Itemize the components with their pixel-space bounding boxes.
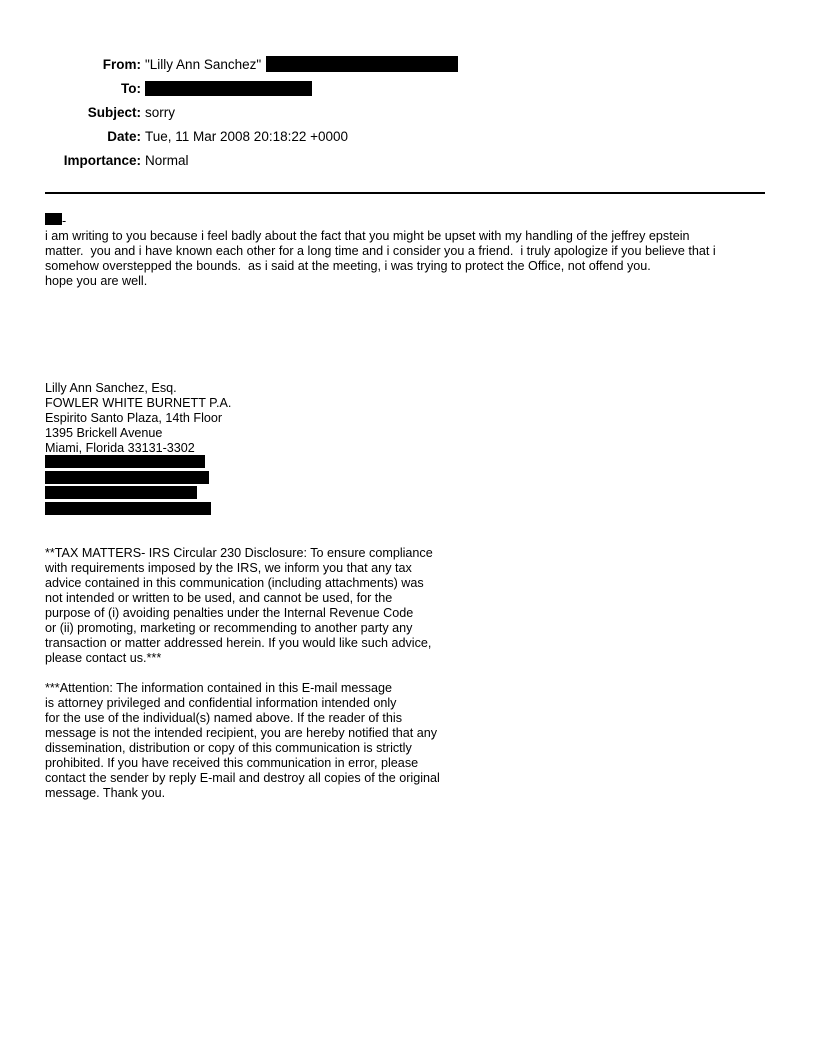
disclaimer-line: contact the sender by reply E-mail and destroy all copies of the original [45,771,440,785]
disclaimer-line: message is not the intended recipient, you are hereby notified that any [45,726,438,740]
salutation-suffix: - [62,214,67,228]
signature-address-line: 1395 Brickell Avenue [45,426,163,440]
disclaimer-line: for the use of the individual(s) named above. If the reader of this [45,711,403,725]
tax-disclaimer [45,546,485,666]
contact-redaction-bar [45,502,211,515]
importance-label: Importance: [63,152,141,168]
email-body [45,213,760,289]
importance-value: Normal [145,152,189,168]
disclaimer-line: message. Thank you. [45,786,166,800]
from-redaction-bar [266,56,458,72]
disclaimer-line: is attorney privileged and confidential information intended only [45,696,397,710]
body-line: somehow overstepped the bounds. as i said at the meeting, i was trying to protect the Office, not offend you. [45,259,651,273]
subject-value: sorry [145,104,175,120]
header-row-from [0,52,780,76]
disclaimer-line: dissemination, distribution or copy of this communication is strictly [45,741,412,755]
disclaimer-line: not intended or written to be used, and cannot be used, for the [45,591,393,605]
from-label: From: [102,56,141,72]
body-line: matter. you and i have known each other for a long time and i consider you a friend. i truly apologize if you believe that i [45,244,716,258]
disclaimer-line: with requirements imposed by the IRS, we inform you that any tax [45,561,412,575]
confidentiality-disclaimer [45,681,485,801]
disclaimer-line: prohibited. If you have received this communication in error, please [45,756,419,770]
contact-redaction-bar [45,471,209,484]
date-label: Date: [107,128,141,144]
body-line: i am writing to you because i feel badly about the fact that you might be upset with my handling of the jeffrey epstein [45,229,690,243]
disclaimer-line: **TAX MATTERS- IRS Circular 230 Disclosure: To ensure compliance [45,546,433,560]
to-label: To: [121,80,141,96]
salutation-redaction-bar [45,213,62,225]
disclaimer-line: purpose of (i) avoiding penalties under the Internal Revenue Code [45,606,414,620]
email-header-block [0,52,780,172]
date-value: Tue, 11 Mar 2008 20:18:22 +0000 [145,128,349,144]
header-row-importance [0,148,780,172]
disclaimer-line: or (ii) promoting, marketing or recommending to another party any [45,621,413,635]
body-line: hope you are well. [45,274,148,288]
contact-redaction-bar [45,486,197,499]
signature-name: Lilly Ann Sanchez, Esq. [45,381,177,395]
header-row-date [0,124,780,148]
signature-redactions [45,455,211,517]
signature-address-line: Espirito Santo Plaza, 14th Floor [45,411,223,425]
to-redaction-bar [145,81,312,96]
header-row-to [0,76,780,100]
disclaimer-line: transaction or matter addressed herein. If you would like such advice, [45,636,432,650]
disclaimer-line: please contact us.*** [45,651,162,665]
header-divider-rule [45,192,765,194]
signature-firm: FOWLER WHITE BURNETT P.A. [45,396,232,410]
salutation-line [45,213,760,229]
contact-redaction-bar [45,455,205,468]
disclaimer-line: ***Attention: The information contained in this E-mail message [45,681,392,695]
subject-label: Subject: [87,104,141,120]
signature-address-line: Miami, Florida 33131-3302 [45,441,195,455]
from-value: "Lilly Ann Sanchez" [145,56,262,72]
disclaimer-line: advice contained in this communication (including attachments) was [45,576,424,590]
signature-block [45,381,445,456]
header-row-subject [0,100,780,124]
